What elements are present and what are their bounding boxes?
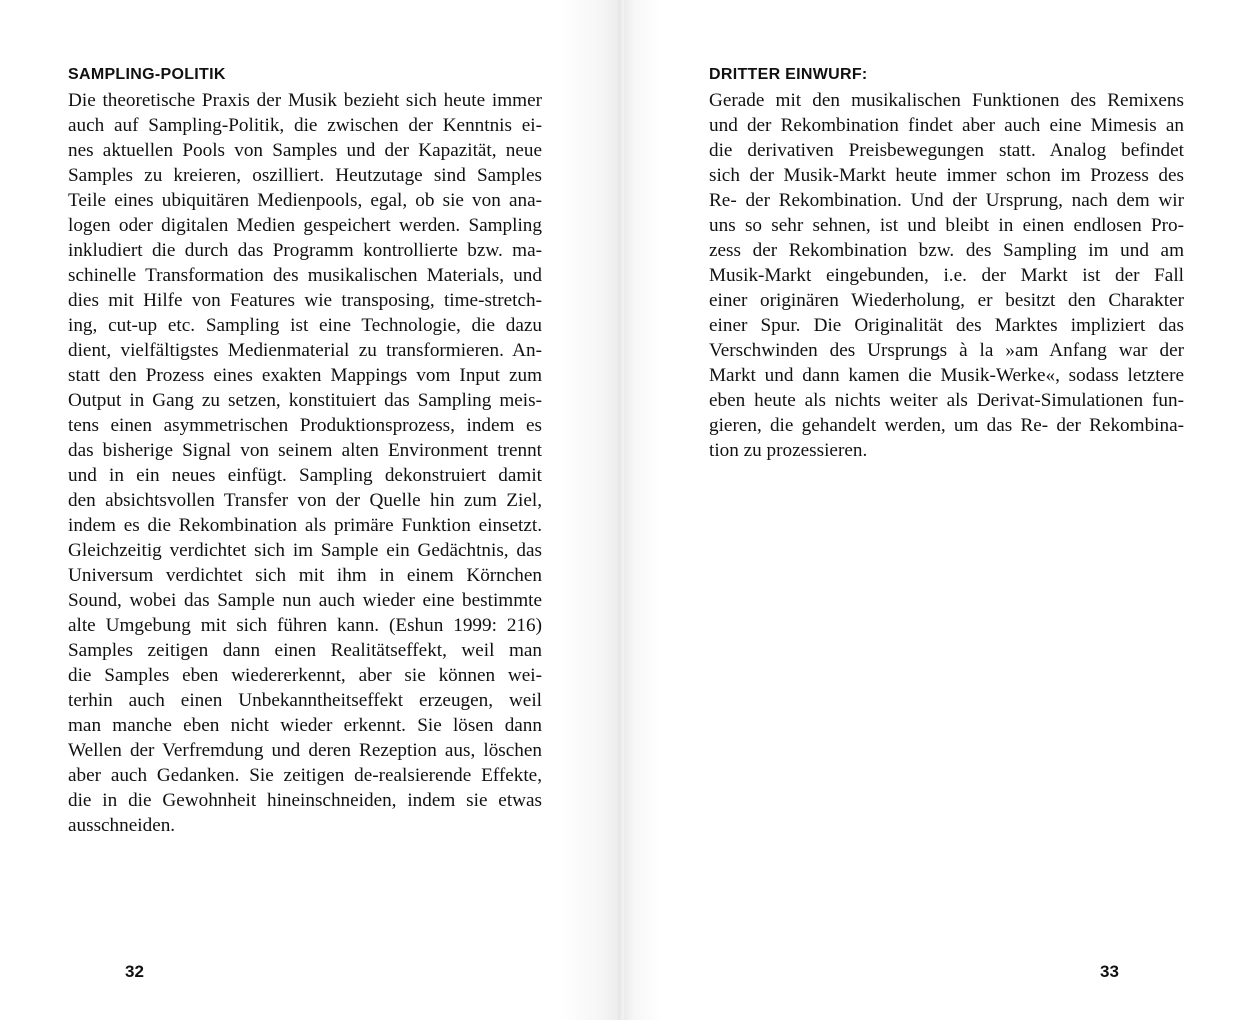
text-line: Verschwinden des Ursprungs à la »am Anfang war der — [709, 340, 1184, 361]
text-line: Universum verdichtet sich mit ihm in einem Körnchen — [68, 565, 542, 586]
text-line: uns so sehr sehnen, ist und bleibt in einen endlosen Pro- — [709, 215, 1184, 236]
text-line: schinelle Transformation des musikalischen Materials, und — [68, 265, 542, 286]
text-line: nes aktuellen Pools von Samples und der Kapazität, neue — [68, 140, 542, 161]
text-line: Samples zu kreieren, oszilliert. Heutzutage sind Samples — [68, 165, 542, 186]
text-line: terhin auch einen Unbekanntheitseffekt erzeugen, weil — [68, 690, 542, 711]
text-line: und der Rekombination findet aber auch eine Mimesis an — [709, 115, 1184, 136]
text-line: man manche eben nicht wieder erkennt. Sie lösen dann — [68, 715, 542, 736]
text-line: statt den Prozess eines exakten Mappings vom Input zum — [68, 365, 542, 386]
text-line: inkludiert die durch das Programm kontrollierte bzw. ma- — [68, 240, 542, 261]
text-line: dient, vielfältigstes Medienmaterial zu transformieren. An- — [68, 340, 542, 361]
text-line: Output in Gang zu setzen, konstituiert das Sampling meis- — [68, 390, 542, 411]
text-line: indem es die Rekombination als primäre Funktion einsetzt. — [68, 515, 542, 536]
text-line: die in die Gewohnheit hineinschneiden, indem sie etwas — [68, 790, 542, 811]
text-line: die derivativen Preisbewegungen statt. Analog befindet — [709, 140, 1184, 161]
left-section-heading: SAMPLING-POLITIK — [68, 66, 226, 83]
text-line: und in ein neues einfügt. Sampling dekonstruiert damit — [68, 465, 542, 486]
text-line: Samples zeitigen dann einen Realitätseffekt, weil man — [68, 640, 542, 661]
text-line: logen oder digitalen Medien gespeichert werden. Sampling — [68, 215, 542, 236]
text-line: gieren, die gehandelt werden, um das Re- der Rekombina- — [709, 415, 1184, 436]
text-line: sich der Musik-Markt heute immer schon im Prozess des — [709, 165, 1184, 186]
text-line: Re- der Rekombination. Und der Ursprung, nach dem wir — [709, 190, 1184, 211]
text-line: Gleichzeitig verdichtet sich im Sample ein Gedächtnis, das — [68, 540, 542, 561]
text-line: einer Spur. Die Originalität des Marktes impliziert das — [709, 315, 1184, 336]
text-line: alte Umgebung mit sich führen kann. (Eshun 1999: 216) — [68, 615, 542, 636]
right-page-number: 33 — [1100, 962, 1119, 981]
text-line: Teile eines ubiquitären Medienpools, egal, ob sie von ana- — [68, 190, 542, 211]
left-page-number: 32 — [125, 962, 144, 981]
text-line: Die theoretische Praxis der Musik bezieht sich heute immer — [68, 90, 542, 111]
text-line: Gerade mit den musikalischen Funktionen des Remixens — [709, 90, 1184, 111]
left-body-text — [68, 88, 542, 838]
text-line: einer originären Wiederholung, er besitzt den Charakter — [709, 290, 1184, 311]
book-gutter — [618, 0, 624, 1020]
text-line: ing, cut-up etc. Sampling ist eine Technologie, die dazu — [68, 315, 542, 336]
right-body-text — [709, 88, 1184, 463]
text-line: ausschneiden. — [68, 815, 176, 836]
text-line: tens einen asymmetrischen Produktionsprozess, indem es — [68, 415, 542, 436]
text-line: den absichtsvollen Transfer von der Quelle hin zum Ziel, — [68, 490, 542, 511]
text-line: Sound, wobei das Sample nun auch wieder eine bestimmte — [68, 590, 542, 611]
text-line: Markt und dann kamen die Musik-Werke«, sodass letztere — [709, 365, 1184, 386]
text-line: aber auch Gedanken. Sie zeitigen de-realsierende Effekte, — [68, 765, 542, 786]
text-line: tion zu prozessieren. — [709, 440, 868, 461]
text-line: Wellen der Verfremdung und deren Rezeption aus, löschen — [68, 740, 542, 761]
text-line: das bisherige Signal von seinem alten Environment trennt — [68, 440, 542, 461]
right-section-heading: DRITTER EINWURF: — [709, 66, 868, 83]
text-line: Musik-Markt eingebunden, i.e. der Markt ist der Fall — [709, 265, 1184, 286]
text-line: dies mit Hilfe von Features wie transposing, time-stretch- — [68, 290, 542, 311]
text-line: die Samples eben wiedererkennt, aber sie können wei- — [68, 665, 542, 686]
text-line: eben heute als nichts weiter als Derivat-Simulationen fun- — [709, 390, 1184, 411]
text-line: auch auf Sampling-Politik, die zwischen der Kenntnis ei- — [68, 115, 542, 136]
text-line: zess der Rekombination bzw. des Sampling im und am — [709, 240, 1184, 261]
